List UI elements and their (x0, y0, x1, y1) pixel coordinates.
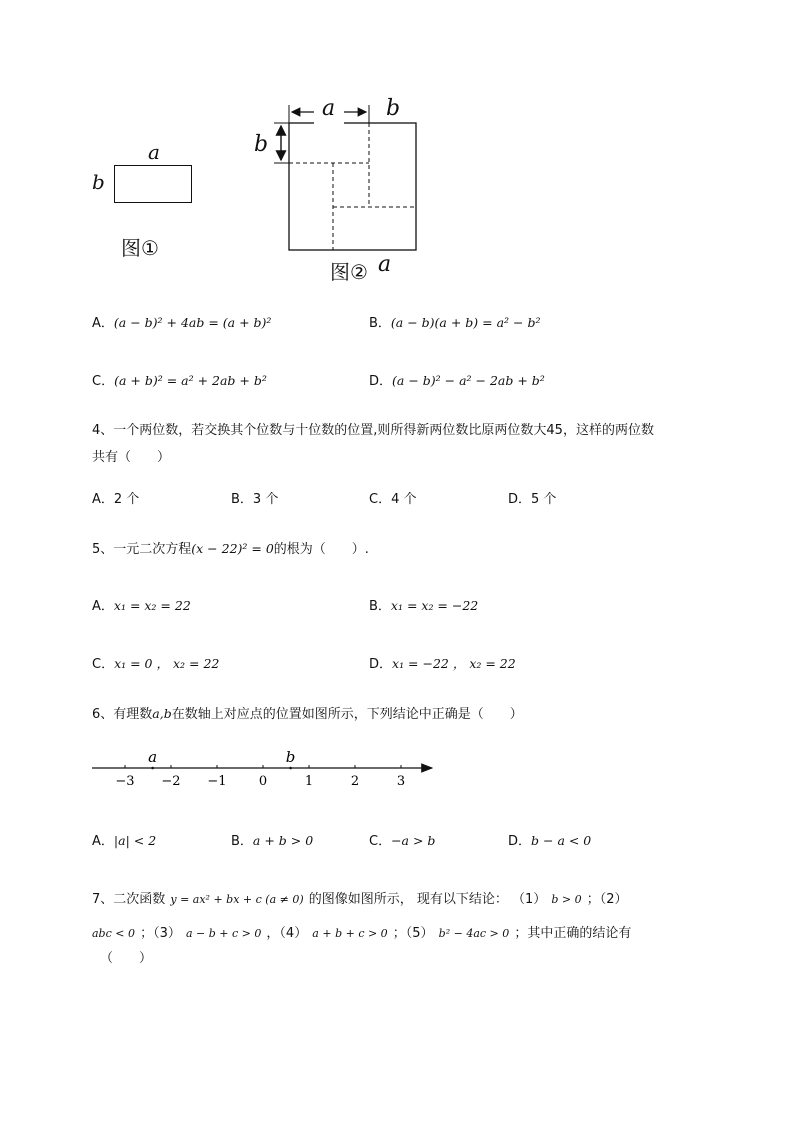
q7-conclusion-3: a − b + c > 0 (185, 927, 262, 940)
q5-stem: 5、一元二次方程(x − 22)² = 0的根为（ ）. (92, 541, 369, 557)
q5-option-b[interactable]: B．x₁ = x₂ = −22 (369, 598, 479, 614)
q3-option-c[interactable]: C．(a + b)² = a² + 2ab + b² (92, 373, 267, 389)
q4-option-c[interactable]: C．4 个 (369, 492, 417, 507)
number-line-tick-label: 2 (350, 774, 360, 789)
q7-conclusion-4: a + b + c > 0 (312, 927, 388, 940)
q7-function: y = ax² + bx + c (a ≠ 0) (170, 893, 304, 906)
q6-option-b[interactable]: B．a + b > 0 (231, 833, 314, 849)
figure2-label-b-top: b (386, 96, 401, 121)
number-line-point-b-label: b (285, 748, 296, 766)
q4-option-b[interactable]: B．3 个 (231, 492, 279, 507)
q6-option-d[interactable]: D．b − a < 0 (508, 833, 592, 849)
figure2-label-b-left: b (254, 132, 269, 157)
dashed-lines (289, 123, 416, 250)
q6-option-c[interactable]: C．−a > b (369, 833, 436, 849)
q3-option-b[interactable]: B．(a − b)(a + b) = a² − b² (369, 315, 541, 331)
figure2-label-a-bottom: a (378, 252, 392, 277)
number-line-tick-label: −2 (161, 774, 181, 789)
q5-option-d[interactable]: D．x₁ = −22 ， x₂ = 22 (369, 656, 516, 672)
figure1-label-a: a (148, 140, 160, 164)
number-line (90, 745, 440, 793)
q3-option-a[interactable]: A．(a − b)² + 4ab = (a + b)² (92, 315, 272, 331)
number-line-tick-label: 1 (304, 774, 314, 789)
number-line-point-a (151, 767, 154, 770)
q7-answer-blank: （ ） (100, 951, 153, 966)
figure1-label-b: b (92, 170, 105, 194)
number-line-tick-label: −3 (115, 774, 135, 789)
number-line-point-b (289, 767, 292, 770)
q6-stem: 6、有理数a,b在数轴上对应点的位置如图所示，下列结论中正确是（ ） (92, 706, 523, 722)
figure1-caption: 图① (121, 236, 159, 260)
q5-option-c[interactable]: C．x₁ = 0 ， x₂ = 22 (92, 656, 220, 672)
q7-conclusion-5: b² − 4ac > 0 (438, 927, 510, 940)
q7-conclusion-1: b > 0 (551, 893, 582, 906)
q5-option-a[interactable]: A．x₁ = x₂ = 22 (92, 598, 191, 614)
number-line-tick-label: 3 (396, 774, 406, 789)
figure1-rectangle (114, 165, 192, 203)
q4-option-d[interactable]: D．5 个 (508, 492, 557, 507)
figure2-label-a-top: a (322, 96, 336, 121)
q4-stem-line2: 共有（ ） (92, 450, 171, 465)
q4-stem-line1: 4、一个两位数，若交换其个位数与十位数的位置,则所得新两位数比原两位数大45，这样的两位数 (92, 423, 654, 438)
q7-stem-line2: abc < 0 ；（3） a − b + c > 0 ，（4） a + b + c > 0 ；（5） b² − 4ac > 0 ；其中正确的结论有 (92, 926, 632, 941)
q7-stem-line1: 7、二次函数 y = ax² + bx + c (a ≠ 0) 的图像如图所示， 现有以下结论： （1） b > 0 ；（2） (92, 892, 628, 907)
q3-option-d[interactable]: D．(a − b)² − a² − 2ab + b² (369, 373, 545, 389)
number-line-tick-label: 0 (258, 774, 268, 789)
q4-option-a[interactable]: A．2 个 (92, 492, 140, 507)
number-line-point-a-label: a (148, 748, 158, 766)
q6-option-a[interactable]: A．|a| < 2 (92, 833, 157, 849)
outer-square (289, 123, 416, 250)
q7-conclusion-2: abc < 0 (92, 927, 135, 940)
number-line-tick-label: −1 (207, 774, 227, 789)
figure2-caption: 图② (330, 260, 368, 284)
